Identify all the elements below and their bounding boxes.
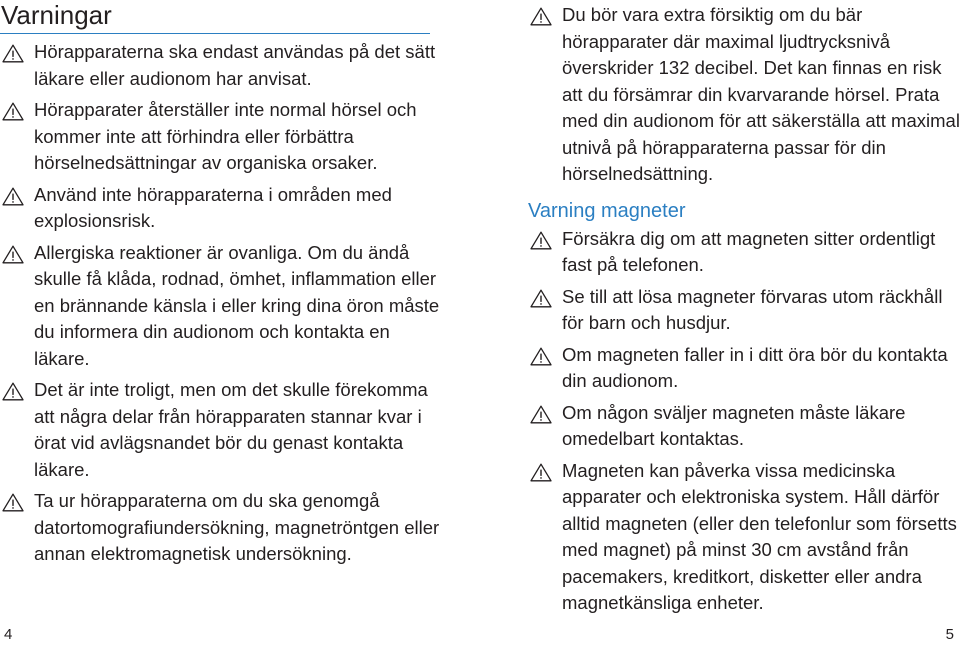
warning-triangle-icon bbox=[530, 405, 552, 424]
warning-triangle-icon bbox=[530, 289, 552, 308]
warning-text: Allergiska reaktioner är ovanliga. Om du ändå skulle få klåda, rodnad, ömhet, inflammation eller en brännande känsla i eller kring dina öron måste du informera din audionom och kontakta en läkare. bbox=[34, 241, 440, 369]
section-subtitle: Varning magneter bbox=[528, 199, 686, 222]
warning-text: Se till att lösa magneter förvaras utom räckhåll för barn och husdjur. bbox=[562, 285, 943, 333]
page-number-left: 4 bbox=[4, 626, 13, 643]
warning-triangle-icon bbox=[2, 44, 24, 63]
magnet-warning-item bbox=[528, 342, 960, 395]
warning-triangle-icon bbox=[530, 347, 552, 366]
warning-triangle-icon bbox=[530, 7, 552, 26]
warning-triangle-icon bbox=[2, 187, 24, 206]
warning-text: Det är inte troligt, men om det skulle förekomma att några delar från hörapparaten stannar kvar i örat vid avlägsnandet bör du genast kontakta läkare. bbox=[34, 379, 428, 480]
warning-text: Om magneten faller in i ditt öra bör du kontakta din audionom. bbox=[562, 343, 948, 391]
right-column bbox=[528, 0, 960, 617]
warning-item bbox=[0, 488, 450, 568]
warning-text: Försäkra dig om att magneten sitter ordentligt fast på telefonen. bbox=[562, 227, 936, 275]
page-title: Varningar bbox=[1, 0, 112, 30]
warning-item bbox=[528, 2, 960, 188]
warning-item bbox=[0, 182, 450, 235]
warning-text: Ta ur hörapparaterna om du ska genomgå datortomografiundersökning, magnetröntgen eller annan elektromagnetisk undersökning. bbox=[34, 490, 440, 564]
magnet-warning-item bbox=[528, 226, 960, 279]
magnet-warning-item bbox=[528, 400, 960, 453]
warning-text: Magneten kan påverka vissa medicinska apparater och elektroniska system. Håll därför alltid magneten (eller den telefonlur som försetts med magnet) på minst 30 cm avstånd från pacemakers, kreditkort, disketter eller andra magnetkänsliga enheter. bbox=[562, 459, 957, 613]
warning-item bbox=[0, 97, 450, 177]
left-column bbox=[0, 0, 450, 568]
warning-text: Du bör vara extra försiktig om du bär hörapparater där maximal ljudtrycksnivå överskrider 132 decibel. Det kan finnas en risk att du försämrar din kvarvarande hörsel. Prata med din audionom för att säkerställa att maximal utnivå på hörapparaterna passar för din hörselnedsättning. bbox=[562, 4, 960, 184]
warning-triangle-icon bbox=[2, 382, 24, 401]
warning-triangle-icon bbox=[530, 463, 552, 482]
warning-item bbox=[0, 240, 450, 373]
warning-text: Hörapparaterna ska endast användas på det sätt läkare eller audionom har anvisat. bbox=[34, 41, 436, 89]
warning-text: Använd inte hörapparaterna i områden med explosionsrisk. bbox=[34, 183, 392, 231]
warning-item bbox=[0, 39, 450, 92]
warning-triangle-icon bbox=[2, 102, 24, 121]
warning-triangle-icon bbox=[2, 493, 24, 512]
title-divider bbox=[0, 33, 430, 34]
magnet-warning-item bbox=[528, 284, 960, 337]
warning-item bbox=[0, 377, 450, 483]
magnet-warning-item bbox=[528, 458, 960, 617]
warning-text: Hörapparater återställer inte normal hörsel och kommer inte att förhindra eller förbättra hörselnedsättningar av organiska orsaker. bbox=[34, 99, 417, 173]
warning-text: Om någon sväljer magneten måste läkare omedelbart kontaktas. bbox=[562, 401, 906, 449]
warning-triangle-icon bbox=[2, 245, 24, 264]
page-number-right: 5 bbox=[945, 626, 954, 643]
warning-triangle-icon bbox=[530, 231, 552, 250]
